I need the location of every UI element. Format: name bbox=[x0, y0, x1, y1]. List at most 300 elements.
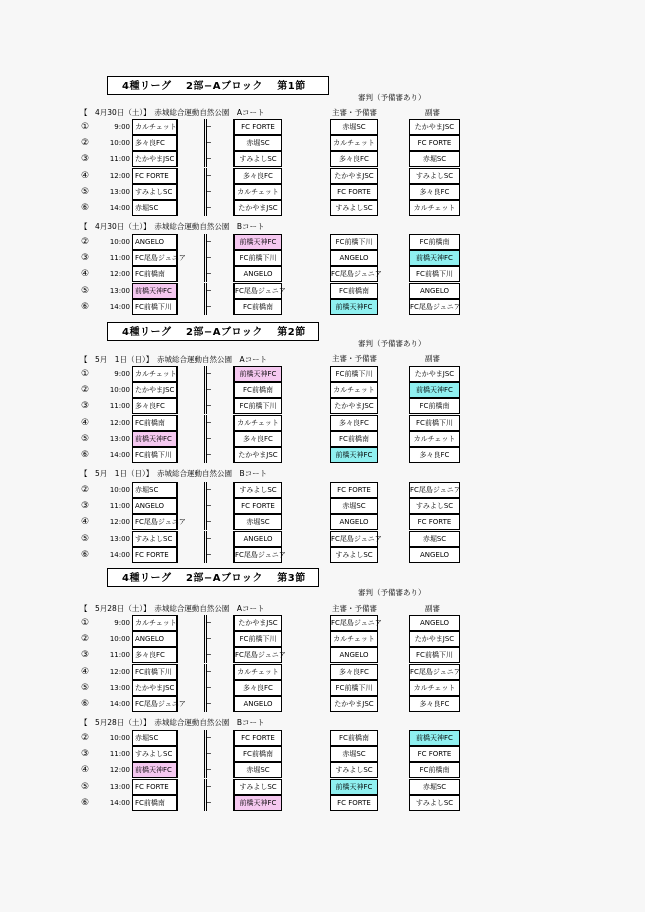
score-separator: − bbox=[205, 450, 212, 459]
away-team-cell: カルチェット bbox=[234, 664, 282, 680]
kickoff-time: 10:00 bbox=[109, 238, 130, 246]
court-caption: 【 5月28日（土）】 赤城総合運動自然公園 Aコート bbox=[80, 604, 265, 613]
away-score-box bbox=[206, 415, 234, 431]
away-score-box bbox=[206, 730, 234, 746]
score-separator: − bbox=[205, 203, 212, 212]
score-separator: − bbox=[205, 781, 212, 791]
kickoff-time: 13:00 bbox=[109, 683, 130, 692]
away-score-box bbox=[206, 184, 234, 200]
main-referee-cell: ANGELO bbox=[330, 250, 378, 266]
sub-referee-cell: 多々良FC bbox=[409, 696, 460, 712]
home-score-box bbox=[177, 795, 212, 811]
referee-title-label: 審判（予備審あり） bbox=[358, 339, 426, 348]
match-number: ⑤ bbox=[80, 433, 90, 444]
away-score-box bbox=[206, 431, 234, 447]
home-score-box bbox=[177, 366, 212, 382]
sub-referee-label: 副審 bbox=[425, 354, 440, 363]
referee-title-label: 審判（予備審あり） bbox=[358, 93, 426, 102]
home-team-cell: たかやまJSC bbox=[132, 151, 177, 167]
match-number: ④ bbox=[80, 170, 90, 181]
kickoff-time: 12:00 bbox=[109, 667, 130, 676]
court-caption: 【 4月30日（土）】 赤城総合運動自然公園 Bコート bbox=[80, 222, 265, 231]
referee-title-label: 審判（予備審あり） bbox=[358, 588, 426, 597]
home-score-box bbox=[177, 482, 212, 498]
home-score-box bbox=[177, 514, 212, 530]
home-score-box bbox=[177, 547, 212, 563]
home-score-box bbox=[177, 664, 212, 680]
kickoff-time: 14:00 bbox=[109, 204, 130, 212]
match-number: ④ bbox=[80, 517, 90, 528]
score-separator: − bbox=[205, 699, 212, 708]
home-score-box bbox=[177, 680, 212, 696]
match-number: ② bbox=[80, 237, 90, 247]
score-separator: − bbox=[205, 253, 212, 263]
sub-referee-cell: たかやまJSC bbox=[409, 631, 460, 647]
home-team-cell: 前橋天神FC bbox=[132, 762, 177, 778]
away-team-cell: FC前橋南 bbox=[234, 382, 282, 398]
home-score-box bbox=[177, 283, 212, 299]
main-referee-cell: FC前橋下川 bbox=[330, 680, 378, 696]
match-number: ③ bbox=[80, 749, 90, 760]
away-team-cell: 赤堀SC bbox=[234, 135, 282, 151]
home-team-cell: 赤堀SC bbox=[132, 482, 177, 498]
sub-referee-cell: ANGELO bbox=[409, 547, 460, 563]
kickoff-time: 12:00 bbox=[109, 171, 130, 180]
away-score-box bbox=[206, 119, 234, 135]
kickoff-time: 11:00 bbox=[109, 155, 130, 164]
match-number: ④ bbox=[80, 269, 90, 280]
away-score-box bbox=[206, 615, 234, 631]
sub-referee-cell: 赤堀SC bbox=[409, 779, 460, 795]
away-score-box bbox=[206, 531, 234, 547]
kickoff-time: 10:00 bbox=[109, 486, 130, 494]
away-score-box bbox=[206, 498, 234, 514]
main-referee-label: 主審・予備審 bbox=[332, 354, 377, 363]
score-separator: − bbox=[205, 765, 212, 775]
sub-referee-cell: FC尾島ジュニア bbox=[409, 664, 460, 680]
court-caption: 【 5月28日（土）】 赤城総合運動自然公園 Bコート bbox=[80, 718, 265, 727]
main-referee-cell: 多々良FC bbox=[330, 664, 378, 680]
kickoff-time: 12:00 bbox=[109, 518, 130, 527]
sub-referee-cell: FC前橋下川 bbox=[409, 647, 460, 663]
home-score-box bbox=[177, 531, 212, 547]
sub-referee-cell: FC尾島ジュニア bbox=[409, 482, 460, 498]
home-score-box bbox=[177, 762, 212, 778]
match-number: ⑤ bbox=[80, 285, 90, 296]
match-number: ③ bbox=[80, 401, 90, 412]
away-team-cell: FC前橋南 bbox=[234, 299, 282, 315]
home-team-cell: FC尾島ジュニア bbox=[132, 514, 177, 530]
score-separator: − bbox=[205, 517, 212, 527]
court-caption: 【 5月 1日（日）】 赤城総合運動自然公園 Aコート bbox=[80, 355, 268, 364]
match-number: ③ bbox=[80, 253, 90, 264]
court-caption: 【 5月 1日（日）】 赤城総合運動自然公園 Bコート bbox=[80, 469, 268, 478]
away-team-cell: FC FORTE bbox=[234, 730, 282, 746]
sub-referee-cell: FC FORTE bbox=[409, 135, 460, 151]
away-score-box bbox=[206, 283, 234, 299]
away-team-cell: すみよしSC bbox=[234, 151, 282, 167]
main-referee-cell: たかやまJSC bbox=[330, 398, 378, 414]
score-separator: − bbox=[205, 417, 212, 427]
main-referee-cell: FC尾島ジュニア bbox=[330, 266, 378, 282]
match-number: ⑤ bbox=[80, 186, 90, 197]
kickoff-time: 10:00 bbox=[109, 139, 130, 148]
home-score-box bbox=[177, 431, 212, 447]
match-number: ③ bbox=[80, 154, 90, 165]
score-separator: − bbox=[205, 485, 212, 494]
match-number: ⑥ bbox=[80, 797, 90, 808]
kickoff-time: 14:00 bbox=[109, 700, 130, 708]
main-referee-cell: すみよしSC bbox=[330, 762, 378, 778]
section-header: 4種リーグ 2部−Aブロック 第3節 bbox=[107, 568, 319, 587]
main-referee-cell: 前橋天神FC bbox=[330, 299, 378, 315]
sub-referee-cell: 前橋天神FC bbox=[409, 250, 460, 266]
kickoff-time: 11:00 bbox=[109, 750, 130, 759]
home-team-cell: 多々良FC bbox=[132, 647, 177, 663]
main-referee-cell: FC FORTE bbox=[330, 184, 378, 200]
away-score-box bbox=[206, 200, 234, 216]
home-team-cell: カルチェット bbox=[132, 366, 177, 382]
sub-referee-cell: すみよしSC bbox=[409, 168, 460, 184]
home-score-box bbox=[177, 184, 212, 200]
away-score-box bbox=[206, 647, 234, 663]
home-team-cell: 赤堀SC bbox=[132, 730, 177, 746]
kickoff-time: 14:00 bbox=[109, 302, 130, 311]
main-referee-cell: カルチェット bbox=[330, 631, 378, 647]
match-number: ② bbox=[80, 634, 90, 645]
match-number: ① bbox=[80, 369, 90, 379]
score-separator: − bbox=[205, 122, 212, 131]
away-team-cell: FC FORTE bbox=[234, 498, 282, 514]
main-referee-cell: 赤堀SC bbox=[330, 119, 378, 135]
kickoff-time: 14:00 bbox=[109, 798, 130, 807]
away-score-box bbox=[206, 514, 234, 530]
score-separator: − bbox=[205, 401, 212, 411]
home-score-box bbox=[177, 447, 212, 463]
kickoff-time: 9:00 bbox=[114, 619, 130, 627]
main-referee-cell: 赤堀SC bbox=[330, 498, 378, 514]
sub-referee-cell: ANGELO bbox=[409, 283, 460, 299]
away-team-cell: 多々良FC bbox=[234, 168, 282, 184]
kickoff-time: 13:00 bbox=[109, 434, 130, 443]
kickoff-time: 12:00 bbox=[109, 418, 130, 427]
match-number: ⑤ bbox=[80, 682, 90, 693]
away-score-box bbox=[206, 547, 234, 563]
home-team-cell: ANGELO bbox=[132, 631, 177, 647]
sub-referee-cell: FC前橋南 bbox=[409, 398, 460, 414]
home-team-cell: FC FORTE bbox=[132, 779, 177, 795]
score-separator: − bbox=[205, 501, 212, 511]
away-team-cell: FC前橋下川 bbox=[234, 250, 282, 266]
score-separator: − bbox=[205, 549, 212, 559]
kickoff-time: 11:00 bbox=[109, 502, 130, 511]
score-separator: − bbox=[205, 650, 212, 660]
away-score-box bbox=[206, 250, 234, 266]
sub-referee-cell: 多々良FC bbox=[409, 447, 460, 463]
main-referee-cell: FC尾島ジュニア bbox=[330, 615, 378, 631]
main-referee-cell: FC前橋南 bbox=[330, 431, 378, 447]
match-number: ⑥ bbox=[80, 301, 90, 312]
away-score-box bbox=[206, 366, 234, 382]
home-score-box bbox=[177, 250, 212, 266]
kickoff-time: 13:00 bbox=[109, 534, 130, 543]
home-score-box bbox=[177, 234, 212, 250]
main-referee-cell: 赤堀SC bbox=[330, 746, 378, 762]
home-team-cell: FC前橋下川 bbox=[132, 664, 177, 680]
section-header: 4種リーグ 2部−Aブロック 第2節 bbox=[107, 322, 319, 341]
away-team-cell: FC尾島ジュニア bbox=[234, 547, 282, 563]
main-referee-cell: FC前橋下川 bbox=[330, 234, 378, 250]
main-referee-label: 主審・予備審 bbox=[332, 604, 377, 613]
home-team-cell: すみよしSC bbox=[132, 184, 177, 200]
match-number: ③ bbox=[80, 650, 90, 661]
home-score-box bbox=[177, 398, 212, 414]
home-team-cell: FC FORTE bbox=[132, 168, 177, 184]
sub-referee-cell: すみよしSC bbox=[409, 498, 460, 514]
main-referee-cell: すみよしSC bbox=[330, 547, 378, 563]
kickoff-time: 11:00 bbox=[109, 402, 130, 411]
away-team-cell: 多々良FC bbox=[234, 680, 282, 696]
away-score-box bbox=[206, 447, 234, 463]
home-team-cell: 多々良FC bbox=[132, 135, 177, 151]
home-score-box bbox=[177, 135, 212, 151]
away-score-box bbox=[206, 398, 234, 414]
away-score-box bbox=[206, 795, 234, 811]
away-score-box bbox=[206, 168, 234, 184]
sub-referee-cell: FC FORTE bbox=[409, 746, 460, 762]
main-referee-cell: FC尾島ジュニア bbox=[330, 531, 378, 547]
match-number: ⑥ bbox=[80, 450, 90, 460]
home-score-box bbox=[177, 779, 212, 795]
score-separator: − bbox=[205, 269, 212, 279]
match-number: ⑥ bbox=[80, 699, 90, 709]
away-score-box bbox=[206, 382, 234, 398]
kickoff-time: 14:00 bbox=[109, 550, 130, 559]
away-team-cell: カルチェット bbox=[234, 184, 282, 200]
home-team-cell: ANGELO bbox=[132, 234, 177, 250]
away-score-box bbox=[206, 234, 234, 250]
away-team-cell: ANGELO bbox=[234, 266, 282, 282]
away-team-cell: たかやまJSC bbox=[234, 615, 282, 631]
home-team-cell: FC尾島ジュニア bbox=[132, 250, 177, 266]
away-team-cell: FC尾島ジュニア bbox=[234, 283, 282, 299]
kickoff-time: 11:00 bbox=[109, 254, 130, 263]
sub-referee-cell: FC前橋南 bbox=[409, 234, 460, 250]
home-team-cell: カルチェット bbox=[132, 119, 177, 135]
main-referee-cell: カルチェット bbox=[330, 382, 378, 398]
away-score-box bbox=[206, 299, 234, 315]
main-referee-cell: FC FORTE bbox=[330, 795, 378, 811]
home-score-box bbox=[177, 647, 212, 663]
sub-referee-cell: カルチェット bbox=[409, 431, 460, 447]
main-referee-cell: たかやまJSC bbox=[330, 168, 378, 184]
court-caption: 【 4月30日（土）】 赤城総合運動自然公園 Aコート bbox=[80, 108, 265, 117]
score-separator: − bbox=[205, 285, 212, 295]
home-score-box bbox=[177, 746, 212, 762]
away-team-cell: FC前橋南 bbox=[234, 746, 282, 762]
main-referee-cell: たかやまJSC bbox=[330, 696, 378, 712]
score-separator: − bbox=[205, 533, 212, 543]
score-separator: − bbox=[205, 237, 212, 246]
away-score-box bbox=[206, 680, 234, 696]
sub-referee-cell: FC尾島ジュニア bbox=[409, 299, 460, 315]
match-number: ③ bbox=[80, 501, 90, 512]
main-referee-cell: すみよしSC bbox=[330, 200, 378, 216]
kickoff-time: 10:00 bbox=[109, 734, 130, 742]
home-team-cell: すみよしSC bbox=[132, 531, 177, 547]
score-separator: − bbox=[205, 301, 212, 311]
match-number: ⑤ bbox=[80, 533, 90, 544]
section-header: 4種リーグ 2部−Aブロック 第1節 bbox=[107, 76, 329, 95]
away-score-box bbox=[206, 746, 234, 762]
away-team-cell: カルチェット bbox=[234, 415, 282, 431]
sub-referee-cell: 赤堀SC bbox=[409, 531, 460, 547]
sub-referee-cell: FC前橋下川 bbox=[409, 266, 460, 282]
home-team-cell: FC前橋下川 bbox=[132, 299, 177, 315]
away-team-cell: ANGELO bbox=[234, 531, 282, 547]
score-separator: − bbox=[205, 369, 212, 378]
home-score-box bbox=[177, 266, 212, 282]
main-referee-cell: 多々良FC bbox=[330, 151, 378, 167]
match-number: ④ bbox=[80, 666, 90, 677]
away-score-box bbox=[206, 135, 234, 151]
main-referee-cell: ANGELO bbox=[330, 514, 378, 530]
sub-referee-label: 副審 bbox=[425, 108, 440, 117]
home-team-cell: 前橋天神FC bbox=[132, 431, 177, 447]
match-number: ① bbox=[80, 122, 90, 132]
sub-referee-cell: FC前橋下川 bbox=[409, 415, 460, 431]
match-number: ① bbox=[80, 618, 90, 628]
away-score-box bbox=[206, 762, 234, 778]
score-separator: − bbox=[205, 634, 212, 644]
away-team-cell: 多々良FC bbox=[234, 431, 282, 447]
score-separator: − bbox=[205, 186, 212, 196]
home-team-cell: たかやまJSC bbox=[132, 680, 177, 696]
home-team-cell: すみよしSC bbox=[132, 746, 177, 762]
main-referee-cell: FC FORTE bbox=[330, 482, 378, 498]
main-referee-cell: FC前橋南 bbox=[330, 730, 378, 746]
away-team-cell: FC前橋下川 bbox=[234, 398, 282, 414]
kickoff-time: 11:00 bbox=[109, 651, 130, 660]
match-number: ② bbox=[80, 138, 90, 149]
away-team-cell: たかやまJSC bbox=[234, 447, 282, 463]
sub-referee-cell: ANGELO bbox=[409, 615, 460, 631]
score-separator: − bbox=[205, 385, 212, 395]
home-team-cell: FC前橋南 bbox=[132, 415, 177, 431]
match-number: ⑥ bbox=[80, 203, 90, 213]
away-team-cell: 赤堀SC bbox=[234, 762, 282, 778]
sub-referee-cell: 前橋天神FC bbox=[409, 382, 460, 398]
sub-referee-cell: 前橋天神FC bbox=[409, 730, 460, 746]
home-team-cell: FC FORTE bbox=[132, 547, 177, 563]
home-team-cell: 多々良FC bbox=[132, 398, 177, 414]
kickoff-time: 9:00 bbox=[114, 123, 130, 131]
home-team-cell: たかやまJSC bbox=[132, 382, 177, 398]
score-separator: − bbox=[205, 170, 212, 180]
sub-referee-cell: 多々良FC bbox=[409, 184, 460, 200]
home-score-box bbox=[177, 615, 212, 631]
sub-referee-cell: FC前橋南 bbox=[409, 762, 460, 778]
home-score-box bbox=[177, 119, 212, 135]
sub-referee-cell: 赤堀SC bbox=[409, 151, 460, 167]
home-team-cell: 前橋天神FC bbox=[132, 283, 177, 299]
away-score-box bbox=[206, 631, 234, 647]
away-team-cell: 前橋天神FC bbox=[234, 795, 282, 811]
kickoff-time: 12:00 bbox=[109, 270, 130, 279]
score-separator: − bbox=[205, 733, 212, 742]
away-team-cell: FC前橋下川 bbox=[234, 631, 282, 647]
score-separator: − bbox=[205, 433, 212, 443]
home-team-cell: FC前橋南 bbox=[132, 266, 177, 282]
kickoff-time: 13:00 bbox=[109, 187, 130, 196]
away-score-box bbox=[206, 696, 234, 712]
away-team-cell: 赤堀SC bbox=[234, 514, 282, 530]
home-team-cell: 赤堀SC bbox=[132, 200, 177, 216]
away-team-cell: ANGELO bbox=[234, 696, 282, 712]
sub-referee-cell: たかやまJSC bbox=[409, 366, 460, 382]
away-team-cell: 前橋天神FC bbox=[234, 234, 282, 250]
score-separator: − bbox=[205, 682, 212, 692]
sub-referee-cell: すみよしSC bbox=[409, 795, 460, 811]
home-team-cell: ANGELO bbox=[132, 498, 177, 514]
home-score-box bbox=[177, 382, 212, 398]
score-separator: − bbox=[205, 138, 212, 148]
home-score-box bbox=[177, 200, 212, 216]
home-score-box bbox=[177, 299, 212, 315]
match-number: ④ bbox=[80, 765, 90, 776]
home-team-cell: FC前橋南 bbox=[132, 795, 177, 811]
kickoff-time: 14:00 bbox=[109, 451, 130, 459]
away-team-cell: FC尾島ジュニア bbox=[234, 647, 282, 663]
match-number: ⑥ bbox=[80, 549, 90, 560]
main-referee-cell: FC前橋下川 bbox=[330, 366, 378, 382]
home-team-cell: カルチェット bbox=[132, 615, 177, 631]
match-number: ⑤ bbox=[80, 781, 90, 792]
away-score-box bbox=[206, 664, 234, 680]
kickoff-time: 10:00 bbox=[109, 386, 130, 395]
away-team-cell: たかやまJSC bbox=[234, 200, 282, 216]
main-referee-cell: FC前橋南 bbox=[330, 283, 378, 299]
away-score-box bbox=[206, 779, 234, 795]
home-score-box bbox=[177, 415, 212, 431]
match-number: ② bbox=[80, 385, 90, 396]
main-referee-cell: 前橋天神FC bbox=[330, 779, 378, 795]
away-score-box bbox=[206, 266, 234, 282]
kickoff-time: 13:00 bbox=[109, 782, 130, 791]
main-referee-label: 主審・予備審 bbox=[332, 108, 377, 117]
score-separator: − bbox=[205, 666, 212, 676]
kickoff-time: 13:00 bbox=[109, 286, 130, 295]
home-team-cell: FC前橋下川 bbox=[132, 447, 177, 463]
home-score-box bbox=[177, 696, 212, 712]
score-separator: − bbox=[205, 797, 212, 807]
home-team-cell: FC尾島ジュニア bbox=[132, 696, 177, 712]
home-score-box bbox=[177, 151, 212, 167]
match-number: ④ bbox=[80, 417, 90, 428]
kickoff-time: 9:00 bbox=[114, 370, 130, 378]
score-separator: − bbox=[205, 749, 212, 759]
away-team-cell: すみよしSC bbox=[234, 779, 282, 795]
main-referee-cell: カルチェット bbox=[330, 135, 378, 151]
sub-referee-cell: カルチェット bbox=[409, 200, 460, 216]
sub-referee-cell: FC FORTE bbox=[409, 514, 460, 530]
sub-referee-cell: たかやまJSC bbox=[409, 119, 460, 135]
home-score-box bbox=[177, 168, 212, 184]
away-team-cell: 前橋天神FC bbox=[234, 366, 282, 382]
main-referee-cell: ANGELO bbox=[330, 647, 378, 663]
main-referee-cell: 多々良FC bbox=[330, 415, 378, 431]
home-score-box bbox=[177, 730, 212, 746]
